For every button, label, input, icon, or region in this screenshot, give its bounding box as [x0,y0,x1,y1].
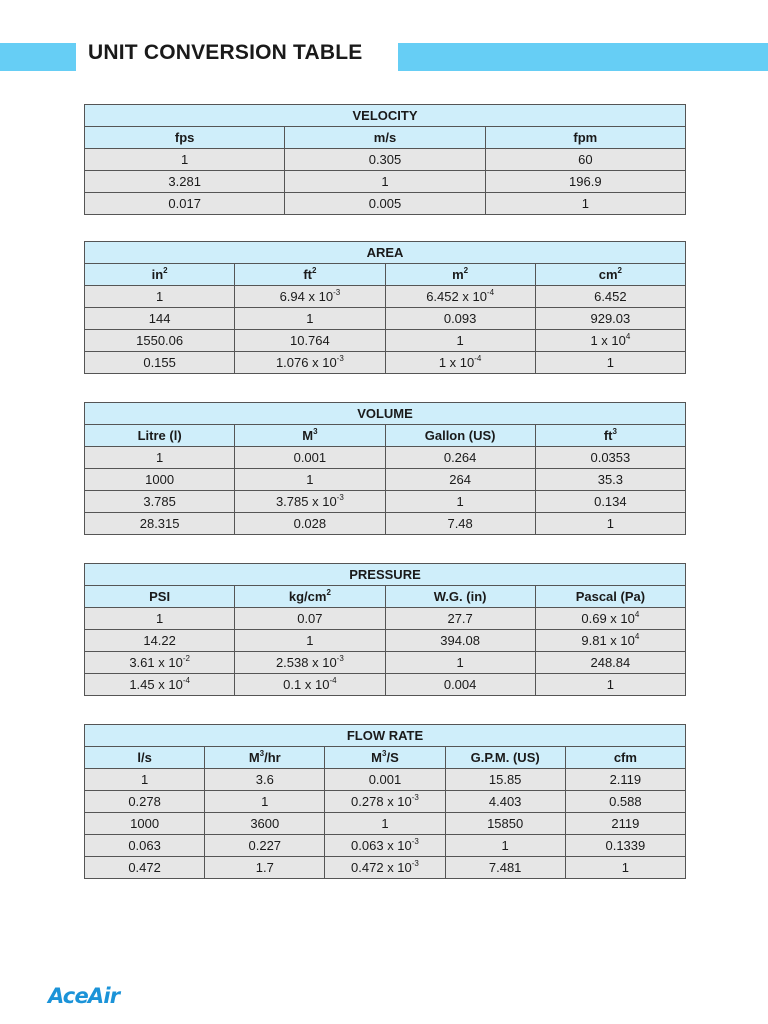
exponent: 4 [634,631,640,641]
exponent: -4 [474,353,482,363]
table-cell [85,193,285,215]
cell-text: 27.7 [447,610,473,626]
cell-text: 1.45 x 10 [129,676,183,692]
cell-text: 6.94 x 10 [279,288,334,304]
table-row [85,352,686,374]
column-header-row [85,127,686,149]
cell-text: 0.028 [293,515,327,531]
column-header [385,586,535,608]
cell-text: 7.481 [488,859,522,875]
cell-text: 1 [606,515,614,531]
table-cell [535,330,685,352]
table-cell [325,769,445,791]
cell-text: 1550.06 [136,332,184,348]
table-cell [535,352,685,374]
cell-text: 1 [156,449,164,465]
column-header [85,747,205,769]
column-header [485,127,685,149]
table-cell [235,352,385,374]
cell-text: 0.07 [297,610,323,626]
cell-text: 1 [156,610,164,626]
table-cell [85,630,235,652]
cell-text: 394.08 [440,632,480,648]
cell-text: 35.3 [597,471,624,487]
exponent: 4 [634,609,640,619]
table-cell [385,447,535,469]
column-header [385,264,535,286]
table-cell [85,330,235,352]
table-cell [325,791,445,813]
cell-text: 3600 [250,815,280,831]
table-cell [385,674,535,696]
cell-text: l/s [137,749,152,765]
table-row [85,791,686,813]
column-header [85,127,285,149]
cell-text: 1 [456,332,464,348]
table-cell [285,171,485,193]
cell-text: kg/cm [288,588,327,604]
table-cell [85,769,205,791]
column-header [445,747,565,769]
section-title: AREA [85,242,686,264]
cell-text: 1 x 10 [590,332,626,348]
table-cell [235,286,385,308]
cell-text: 1 [381,815,389,831]
table-row [85,149,686,171]
section-title: FLOW RATE [85,725,686,747]
table-cell [535,469,685,491]
exponent: 2 [463,265,469,275]
cell-text: 0.001 [293,449,327,465]
table-row [85,513,686,535]
table-cell [535,447,685,469]
cell-text: M [248,749,260,765]
table-cell [85,813,205,835]
cell-text: M [302,427,314,443]
column-header [235,586,385,608]
column-header-row [85,747,686,769]
table-cell [325,813,445,835]
exponent: -2 [182,653,190,663]
table-cell [485,171,685,193]
table-cell [385,469,535,491]
cell-text: 1 [140,771,149,787]
table-cell [325,857,445,879]
cell-text: 0.1339 [605,837,646,853]
table-cell [235,447,385,469]
cell-text: 0.472 x 10 [351,859,412,875]
cell-text: 1 [261,793,269,809]
exponent: -3 [411,836,419,846]
exponent: -3 [333,287,341,297]
cell-text: 0.004 [443,676,477,692]
column-header [85,586,235,608]
cell-text: 0.063 [128,837,161,853]
cell-text: cfm [613,749,637,765]
cell-text: 1 [581,195,589,211]
cell-text: 196.9 [569,173,602,189]
table-row [85,308,686,330]
exponent: 3 [313,426,318,436]
table-row [85,652,686,674]
column-header [565,747,685,769]
column-header [205,747,325,769]
column-header [535,425,685,447]
table-cell [285,149,485,171]
exponent: 2 [326,587,331,597]
table-cell [385,286,535,308]
table-cell [85,791,205,813]
cell-text: PSI [149,588,171,604]
table-cell [85,447,235,469]
cell-text: 1 [306,632,314,648]
exponent: 3 [382,748,387,758]
section-title: VELOCITY [85,105,686,127]
cell-text: 15850 [487,815,524,831]
table-cell [205,769,325,791]
table-cell [565,769,685,791]
table-row [85,769,686,791]
cell-text: 0.001 [368,771,402,787]
table-cell [85,652,235,674]
cell-text: Gallon (US) [424,427,496,443]
table-row [85,330,686,352]
table-row [85,491,686,513]
table-cell [85,286,235,308]
table-cell [235,674,385,696]
cell-text: 929.03 [590,310,631,326]
cell-text: Litre (l) [137,427,182,443]
flow-rate-table [84,724,686,879]
cell-text: /hr [264,749,281,765]
cell-text: m/s [373,129,397,145]
section-title-row [85,242,686,264]
table-cell [535,308,685,330]
table-cell [385,630,535,652]
section-title-row [85,403,686,425]
exponent: 2 [311,265,317,275]
cell-text: 28.315 [139,515,180,531]
exponent: 2 [163,265,168,275]
cell-text: 0.155 [143,354,176,370]
cell-text: 1 [381,173,389,189]
table-cell [535,513,685,535]
cell-text: 0.264 [443,449,477,465]
cell-text: 2119 [611,815,640,831]
table-cell [235,513,385,535]
table-cell [385,330,535,352]
table-cell [385,308,535,330]
table-cell [385,352,535,374]
cell-text: Pascal (Pa) [575,588,646,604]
table-cell [565,813,685,835]
table-cell [235,608,385,630]
cell-text: 0.305 [368,151,402,167]
table-row [85,469,686,491]
cell-text: 0.69 x 10 [581,610,635,626]
cell-text: 1 [181,151,189,167]
cell-text: 1 [606,676,614,692]
column-header [235,425,385,447]
table-cell [85,857,205,879]
table-cell [535,608,685,630]
cell-text: 0.005 [368,195,402,211]
cell-text: ft [603,427,613,443]
table-cell [235,308,385,330]
table-cell [565,835,685,857]
column-header [85,264,235,286]
cell-text: 0.0353 [590,449,631,465]
column-header [385,425,535,447]
cell-text: 0.278 [128,793,161,809]
cell-text: 0.472 [128,859,161,875]
table-cell [205,857,325,879]
page-title: UNIT CONVERSION TABLE [88,41,363,64]
cell-text: 1 [501,837,509,853]
exponent: -4 [486,287,495,297]
table-cell [205,813,325,835]
table-row [85,608,686,630]
area-table [84,241,686,374]
table-row [85,857,686,879]
table-cell [385,513,535,535]
table-cell [235,330,385,352]
column-header-row [85,425,686,447]
table-row [85,630,686,652]
cell-text: 10.764 [289,332,330,348]
cell-text: 1 [306,310,314,326]
table-cell [85,469,235,491]
cell-text: 1 [606,354,614,370]
cell-text: cm [598,266,618,282]
table-cell [385,652,535,674]
cell-text: 3.785 [143,493,176,509]
cell-text: 1 x 10 [438,354,475,370]
column-header [535,264,685,286]
table-row [85,674,686,696]
cell-text: 2.538 x 10 [275,654,337,670]
column-header [85,425,235,447]
table-cell [285,193,485,215]
table-cell [85,835,205,857]
table-cell [205,791,325,813]
table-cell [445,835,565,857]
title-banner-left [0,43,76,71]
pressure-table [84,563,686,696]
cell-text: 0.227 [248,837,282,853]
cell-text: 1 [456,493,464,509]
cell-text: 14.22 [143,632,176,648]
aceair-logo: AceAir [48,984,120,1008]
table-row [85,193,686,215]
section-title: PRESSURE [85,564,686,586]
cell-text: in [151,266,164,282]
table-cell [535,652,685,674]
column-header [235,264,385,286]
cell-text: 1000 [130,815,160,831]
cell-text: M [371,749,383,765]
cell-text: 6.452 x 10 [426,288,487,304]
table-cell [385,491,535,513]
table-cell [535,674,685,696]
cell-text: 4.403 [488,793,522,809]
cell-text: 0.017 [168,195,201,211]
table-cell [235,630,385,652]
exponent: -4 [182,675,190,685]
table-cell [85,513,235,535]
table-cell [235,491,385,513]
cell-text: 15.85 [488,771,522,787]
cell-text: 0.1 x 10 [283,676,330,692]
table-cell [535,491,685,513]
cell-text: 1.7 [255,859,274,875]
table-cell [85,171,285,193]
table-cell [445,857,565,879]
table-cell [85,491,235,513]
column-header [535,586,685,608]
exponent: -3 [411,858,419,868]
table-row [85,835,686,857]
table-row [85,171,686,193]
table-row [85,813,686,835]
exponent: -4 [329,675,337,685]
cell-text: W.G. (in) [433,588,487,604]
table-cell [235,469,385,491]
cell-text: 9.81 x 10 [581,632,635,648]
cell-text: 7.48 [447,515,473,531]
table-cell [205,835,325,857]
section-title-row [85,564,686,586]
table-cell [445,769,565,791]
table-row [85,286,686,308]
cell-text: 1.076 x 10 [275,354,337,370]
cell-text: 1 [621,859,629,875]
cell-text: G.P.M. (US) [470,749,540,765]
table-cell [535,286,685,308]
table-cell [535,630,685,652]
cell-text: 0.134 [594,493,627,509]
table-cell [85,674,235,696]
cell-text: fpm [573,129,598,145]
table-cell [85,352,235,374]
exponent: -3 [336,353,344,363]
cell-text: 264 [449,471,471,487]
velocity-table [84,104,686,215]
cell-text: 248.84 [590,654,631,670]
exponent: 4 [625,331,631,341]
exponent: -3 [336,653,344,663]
cell-text: 0.278 x 10 [351,793,412,809]
cell-text: 0.063 x 10 [351,837,412,853]
cell-text: 3.281 [168,173,201,189]
exponent: 3 [259,748,265,758]
cell-text: 0.588 [609,793,642,809]
table-cell [445,791,565,813]
section-title: VOLUME [85,403,686,425]
cell-text: /S [386,749,399,765]
table-cell [385,608,535,630]
cell-text: fps [174,129,195,145]
cell-text: 6.452 [594,288,627,304]
section-title-row [85,105,686,127]
column-header-row [85,586,686,608]
table-cell [85,608,235,630]
table-cell [325,835,445,857]
table-cell [485,193,685,215]
table-cell [85,308,235,330]
table-cell [565,857,685,879]
volume-table [84,402,686,535]
cell-text: 0.093 [443,310,477,326]
exponent: 3 [612,426,617,436]
section-title-row [85,725,686,747]
cell-text: 60 [578,151,593,167]
cell-text: 3.785 x 10 [275,493,337,509]
cell-text: ft [303,266,312,282]
table-cell [235,652,385,674]
table-cell [85,149,285,171]
cell-text: 3.61 x 10 [129,654,183,670]
table-row [85,447,686,469]
cell-text: 3.6 [255,771,274,787]
cell-text: 1 [306,471,314,487]
exponent: 2 [617,265,622,275]
cell-text: 1000 [145,471,175,487]
cell-text: 1 [156,288,164,304]
cell-text: 1 [456,654,464,670]
exponent: -3 [411,792,419,802]
cell-text: 2.119 [609,771,642,787]
cell-text: 144 [148,310,171,326]
cell-text: m [452,266,464,282]
table-cell [485,149,685,171]
table-cell [445,813,565,835]
column-header [285,127,485,149]
title-banner-right [398,43,768,71]
column-header [325,747,445,769]
column-header-row [85,264,686,286]
exponent: -3 [336,492,344,502]
table-cell [565,791,685,813]
